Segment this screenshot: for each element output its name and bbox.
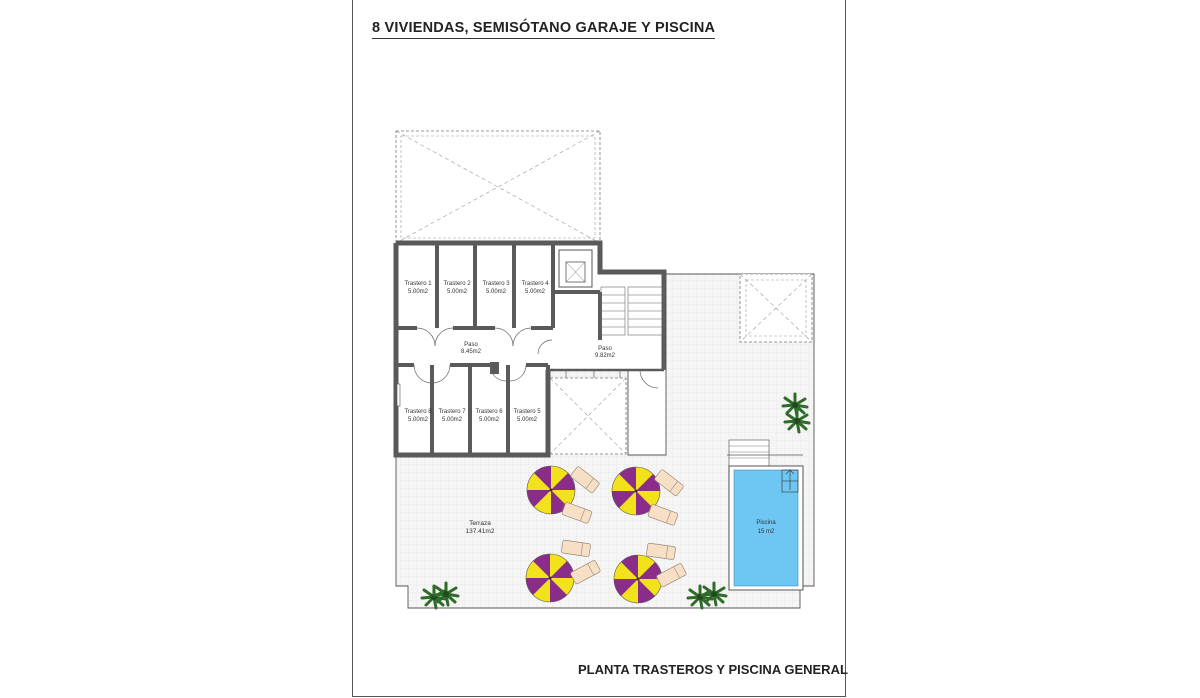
umbrella-icon — [526, 554, 574, 602]
trastero-3-name: Trastero 3 — [482, 281, 510, 287]
upper-void-area — [396, 131, 600, 243]
central-skylight — [550, 378, 626, 454]
paso-1-name: Paso — [464, 342, 478, 348]
umbrella-icon — [614, 555, 662, 603]
trastero-4-area: 5.00m2 — [524, 289, 546, 295]
drawing-title: 8 VIVIENDAS, SEMISÓTANO GARAJE Y PISCINA — [372, 20, 715, 39]
piscina-area: 15 m2 — [757, 529, 775, 535]
trastero-4-name: Trastero 4 — [521, 281, 549, 287]
trastero-1-name: Trastero 1 — [404, 281, 432, 287]
trastero-7-name: Trastero 7 — [438, 409, 466, 415]
trastero-1-area: 5.00m2 — [407, 289, 429, 295]
trastero-5-name: Trastero 5 — [513, 409, 541, 415]
piscina-name: Piscina — [756, 520, 776, 526]
terraza-name: Terraza — [469, 520, 491, 527]
terraza-area: 137.41m2 — [465, 528, 495, 535]
trastero-8-name: Trastero 8 — [404, 409, 432, 415]
right-skylight — [740, 274, 812, 342]
trastero-2-name: Trastero 2 — [443, 281, 471, 287]
trastero-5-area: 5.00m2 — [516, 417, 538, 423]
trastero-2-area: 5.00m2 — [446, 289, 468, 295]
trastero-7-area: 5.00m2 — [441, 417, 463, 423]
trastero-6-area: 5.00m2 — [478, 417, 500, 423]
paso-2-area: 9.82m2 — [594, 353, 616, 359]
pool-water — [734, 470, 798, 586]
trastero-8-area: 5.00m2 — [407, 417, 429, 423]
paso-1-area: 8.45m2 — [460, 349, 482, 355]
trastero-6-name: Trastero 6 — [475, 409, 503, 415]
paso-2-name: Paso — [598, 346, 612, 352]
drawing-footer-title: PLANTA TRASTEROS Y PISCINA GENERAL — [578, 662, 848, 677]
trastero-3-area: 5.00m2 — [485, 289, 507, 295]
